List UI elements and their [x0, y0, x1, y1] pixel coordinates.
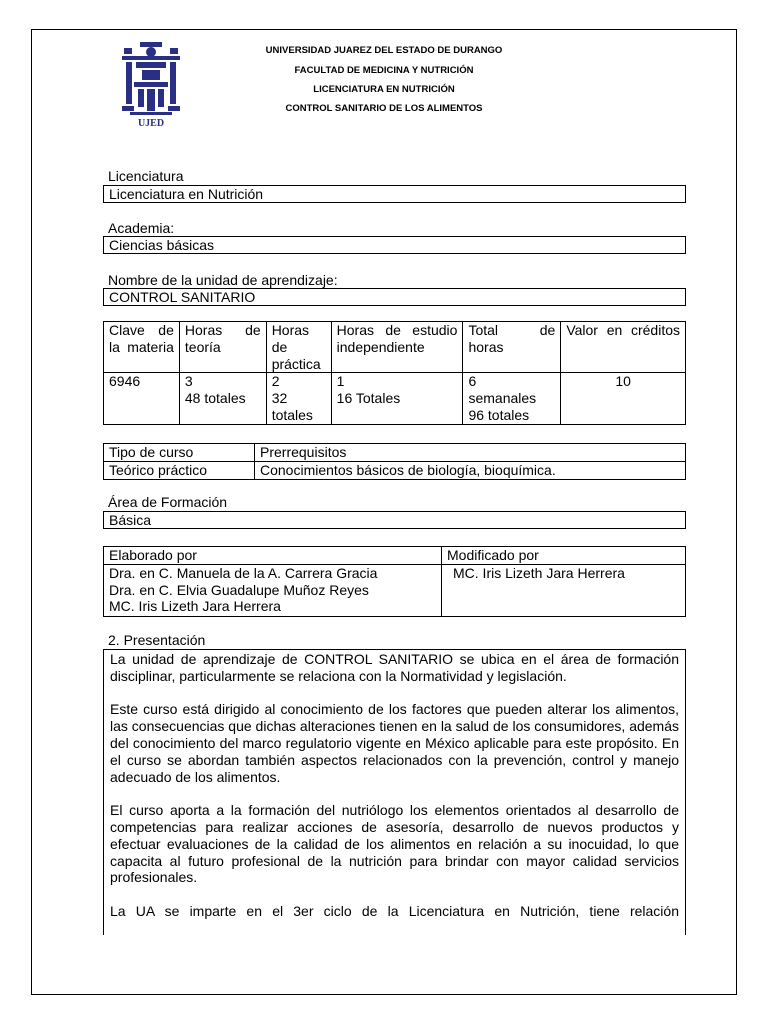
- modificado-header: Modificado por: [442, 547, 686, 565]
- academia-label: Academia:: [108, 220, 175, 236]
- practica-total-label: totales: [271, 406, 313, 423]
- prereq-header: Prerrequisitos: [255, 444, 686, 462]
- value-independiente: [331, 373, 463, 424]
- teoria-weekly: 3: [184, 373, 193, 390]
- value-practica: [266, 373, 331, 424]
- header-clave: Clave de la materia: [104, 322, 180, 373]
- header-total: Total de horas: [463, 322, 561, 373]
- area-value: Básica: [103, 511, 686, 529]
- modificado-value: MC. Iris Lizeth Jara Herrera: [442, 564, 686, 616]
- licenciatura-value: Licenciatura en Nutrición: [103, 185, 686, 203]
- author-3: MC. Iris Lizeth Jara Herrera: [109, 598, 281, 615]
- tipo-value: Teórico práctico: [104, 461, 255, 479]
- independiente-total: 16 Totales: [336, 390, 401, 407]
- hours-table: [103, 321, 686, 425]
- prereq-value: Conocimientos básicos de biología, bioquímica.: [255, 461, 686, 479]
- total-weekly: 6: [468, 373, 477, 390]
- total-weekly-label: semanales: [468, 390, 537, 407]
- value-teoria: [179, 373, 266, 424]
- total-overall: 96 totales: [468, 406, 530, 423]
- value-creditos: 10: [561, 373, 686, 424]
- logo-text: UJED: [137, 118, 165, 128]
- presentacion-box: [103, 649, 686, 935]
- university-name: UNIVERSIDAD JUAREZ DEL ESTADO DE DURANGO: [265, 45, 503, 56]
- author-1: Dra. en C. Manuela de la A. Carrera Gracia: [109, 564, 378, 581]
- presentacion-paragraph-3: El curso aporta a la formación del nutriólogo los elementos orientados al desarrollo de competencias para realizar acciones de asesoría, desarrollo de nuevos productos y efectuar evaluaciones de la calidad de los alimentos en relación a su inocuidad, lo que capacita al futuro profesional de la nutrición para brindar con mayor calidad servicios profesionales.: [110, 802, 679, 886]
- tipo-header: Tipo de curso: [104, 444, 255, 462]
- academia-value: Ciencias básicas: [103, 236, 686, 254]
- university-logo: [120, 42, 182, 128]
- licenciatura-label: Licenciatura: [108, 168, 184, 184]
- tipo-table: [103, 443, 686, 480]
- value-clave: 6946: [104, 373, 180, 424]
- degree-name: LICENCIATURA EN NUTRICIÓN: [313, 84, 455, 95]
- practica-weekly: 2: [271, 373, 280, 390]
- unidad-label: Nombre de la unidad de aprendizaje:: [108, 272, 338, 288]
- header-teoria: Horas de teoría: [179, 322, 266, 373]
- hours-header-row: [104, 322, 686, 373]
- presentacion-paragraph-1: La unidad de aprendizaje de CONTROL SANITARIO se ubica en el área de formación disciplinar, particularmente se relaciona con la Normatividad y legislación.: [110, 651, 679, 684]
- teoria-total: 48 totales: [184, 390, 246, 407]
- header-creditos: Valor en créditos: [561, 322, 686, 373]
- presentacion-title: 2. Presentación: [108, 632, 206, 648]
- faculty-name: FACULTAD DE MEDICINA Y NUTRICIÓN: [294, 65, 474, 76]
- area-label: Área de Formación: [108, 494, 228, 510]
- author-2: Dra. en C. Elvia Guadalupe Muñoz Reyes: [109, 581, 369, 598]
- value-total: [463, 373, 561, 424]
- header-practica: Horas de práctica: [266, 322, 331, 373]
- elaborado-table: [103, 546, 686, 617]
- header-independiente: Horas de estudio independiente: [331, 322, 463, 373]
- elaborado-header: Elaborado por: [104, 547, 442, 565]
- independiente-weekly: 1: [336, 373, 345, 390]
- unidad-value: CONTROL SANITARIO: [103, 288, 686, 306]
- authors-cell: [104, 564, 442, 616]
- presentacion-paragraph-4: La UA se imparte en el 3er ciclo de la Licenciatura en Nutrición, tiene relación: [110, 902, 679, 919]
- presentacion-paragraph-2: Este curso está dirigido al conocimiento de los factores que pueden alterar los alimentos, las consecuencias que dichas alteraciones tienen en la salud de los consumidores, además del conocimiento del marco regulatorio vigente en México aplicable para este propósito. En el curso se abordan también aspectos relacionados con la prevención, control y manejo adecuado de los alimentos.: [110, 701, 679, 785]
- practica-total: 32: [271, 390, 288, 407]
- course-name: CONTROL SANITARIO DE LOS ALIMENTOS: [285, 103, 483, 114]
- hours-value-row: [104, 373, 686, 424]
